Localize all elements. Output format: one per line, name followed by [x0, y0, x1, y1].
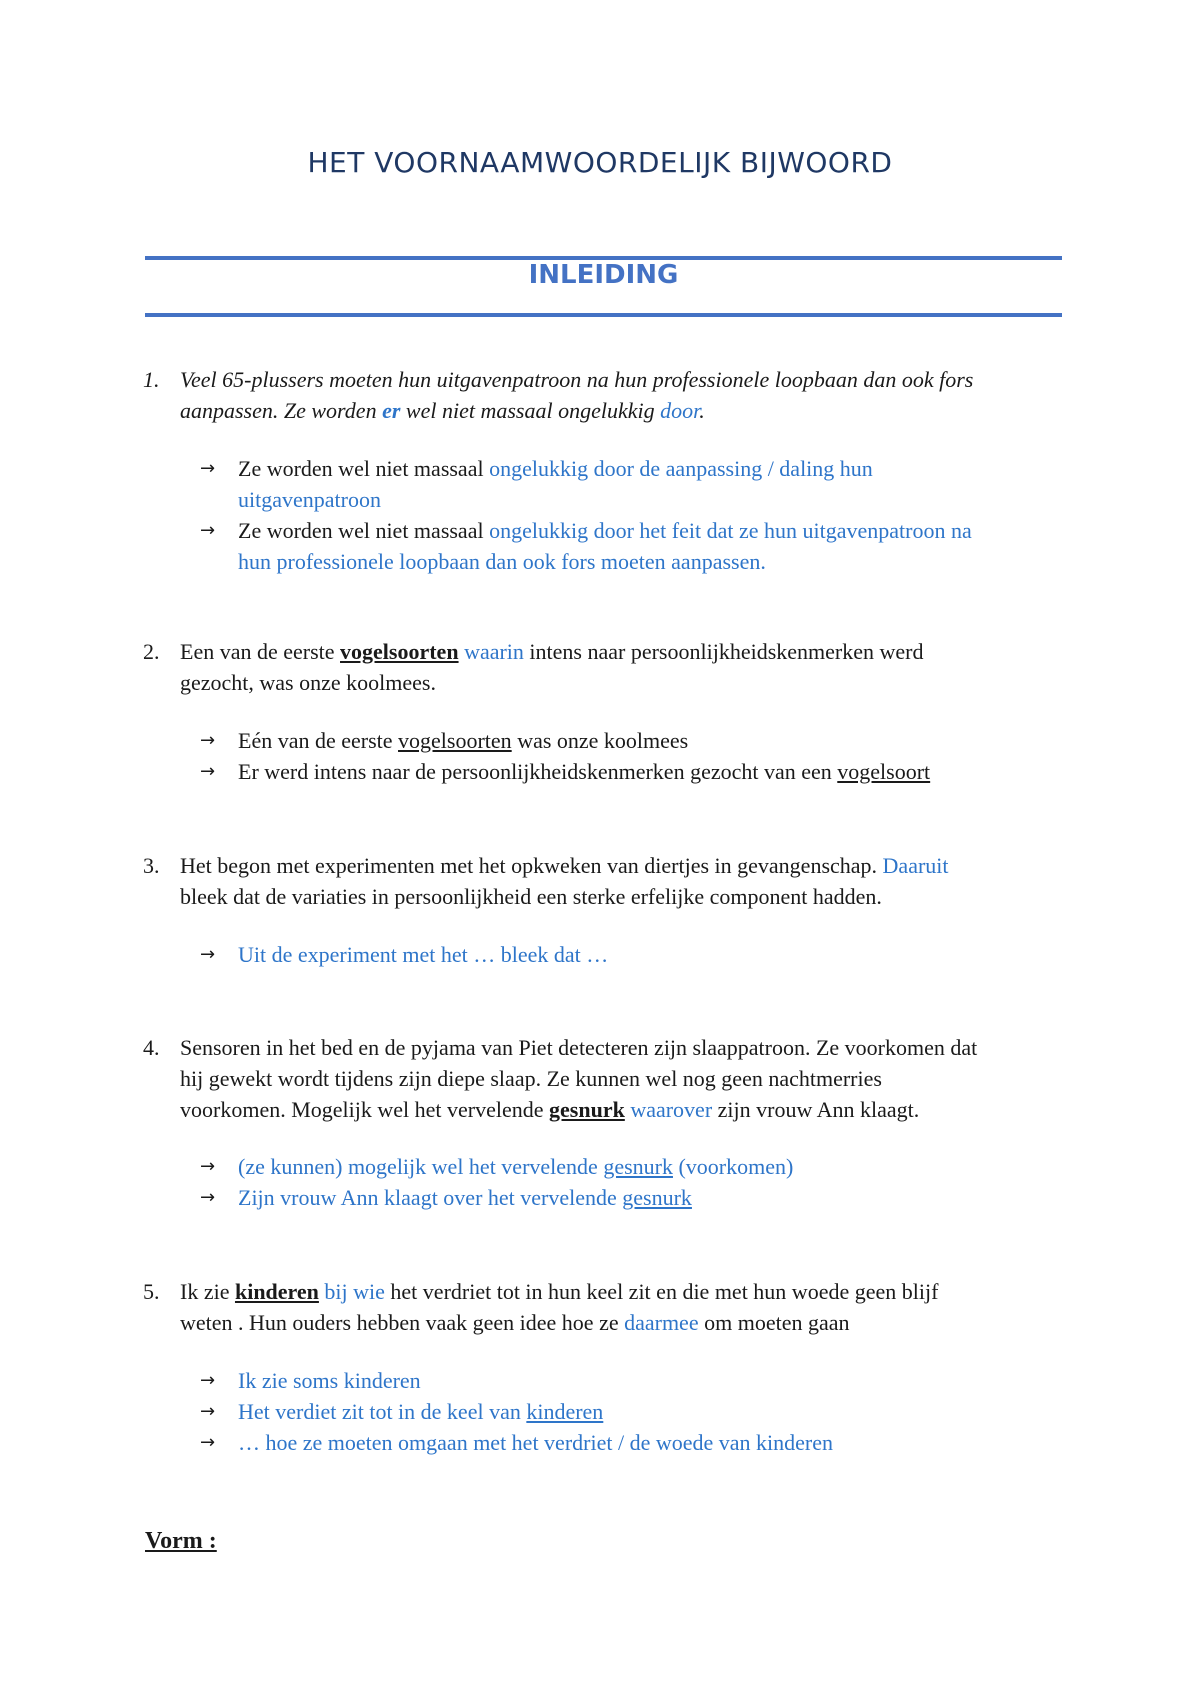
list-item: → Uit de experiment met het … bleek dat …	[200, 939, 1070, 970]
vorm-heading: Vorm :	[145, 1528, 217, 1554]
arrow-list-2	[200, 725, 1070, 787]
arrow-icon: →	[200, 1432, 216, 1453]
arrow-icon: →	[200, 1370, 216, 1391]
list-item-4	[143, 1032, 1073, 1125]
arrow-icon: →	[200, 730, 216, 751]
item-number: 2.	[143, 639, 160, 664]
list-item: → Ze worden wel niet massaal ongelukkig door het feit dat ze hun uitgavenpatroon na hun professionele loopbaan dan ook fors moeten aanpassen.	[200, 515, 1070, 577]
item-number: 4.	[143, 1035, 160, 1060]
item-text: Ik zie kinderen bij wie het verdriet tot in hun keel zit en die met hun woede geen blijf weten . Hun ouders hebben vaak geen idee hoe ze daarmee om moeten gaan	[180, 1279, 939, 1335]
item-number: 1.	[143, 367, 160, 392]
list-item: → Er werd intens naar de persoonlijkheidskenmerken gezocht van een vogelsoort	[200, 756, 1070, 787]
arrow-icon: →	[200, 520, 216, 541]
antecedent: vogelsoorten	[340, 639, 459, 664]
heading-rule-bottom	[145, 313, 1062, 317]
item-number: 3.	[143, 853, 160, 878]
highlight-daaruit: Daaruit	[882, 853, 949, 878]
antecedent: kinderen	[234, 1279, 319, 1304]
highlight-daarmee: daarmee	[624, 1310, 699, 1335]
arrow-list-5	[200, 1365, 1070, 1458]
arrow-icon: →	[200, 944, 216, 965]
highlight-er: er	[382, 398, 401, 423]
arrow-icon: →	[200, 1187, 216, 1208]
highlight-door: door	[660, 398, 700, 423]
item-text: Veel 65-plussers moeten hun uitgavenpatroon na hun professionele loopbaan dan ook fors aanpassen. Ze worden er wel niet massaal ongelukkig door.	[180, 367, 974, 423]
arrow-icon: →	[200, 1401, 216, 1422]
highlight-waarover: waarover	[630, 1097, 713, 1122]
item-text: Sensoren in het bed en de pyjama van Piet detecteren zijn slaappatroon. Ze voorkomen dat hij gewekt wordt tijdens zijn diepe slaap. Ze kunnen wel nog geen nachtmerries voorkomen. Mogelijk wel het vervelende gesnurk waarover zijn vrouw Ann klaagt.	[180, 1035, 978, 1122]
list-item: → Ze worden wel niet massaal ongelukkig door de aanpassing / daling hun uitgavenpatroon	[200, 453, 1070, 515]
list-item: → … hoe ze moeten omgaan met het verdriet / de woede van kinderen	[200, 1427, 1070, 1458]
arrow-list-1	[200, 453, 1070, 577]
arrow-list-4	[200, 1151, 1070, 1213]
item-text: Het begon met experimenten met het opkweken van diertjes in gevangenschap. Daaruit bleek dat de variaties in persoonlijkheid een sterke erfelijke component hadden.	[180, 853, 949, 909]
list-item: → Ik zie soms kinderen	[200, 1365, 1070, 1396]
list-item: → Eén van de eerste vogelsoorten was onze koolmees	[200, 725, 1070, 756]
arrow-icon: →	[200, 1156, 216, 1177]
list-item-2	[143, 636, 1073, 698]
list-item: → Zijn vrouw Ann klaagt over het vervelende gesnurk	[200, 1182, 1070, 1213]
arrow-list-3	[200, 939, 1070, 970]
highlight-waarin: waarin	[464, 639, 524, 664]
highlight-bij-wie: bij wie	[324, 1279, 385, 1304]
list-item: → Het verdiet zit tot in de keel van kinderen	[200, 1396, 1070, 1427]
section-heading: INLEIDING	[528, 260, 679, 290]
list-item: → (ze kunnen) mogelijk wel het vervelende gesnurk (voorkomen)	[200, 1151, 1070, 1182]
arrow-icon: →	[200, 458, 216, 479]
antecedent: gesnurk	[549, 1097, 625, 1122]
item-text: Een van de eerste vogelsoorten waarin intens naar persoonlijkheidskenmerken werd gezocht, was onze koolmees.	[180, 639, 924, 695]
document-title: HET VOORNAAMWOORDELIJK BIJWOORD	[307, 146, 893, 179]
item-number: 5.	[143, 1279, 160, 1304]
list-item-5	[143, 1276, 1073, 1338]
list-item-1	[143, 364, 1073, 426]
arrow-icon: →	[200, 761, 216, 782]
list-item-3	[143, 850, 1073, 912]
